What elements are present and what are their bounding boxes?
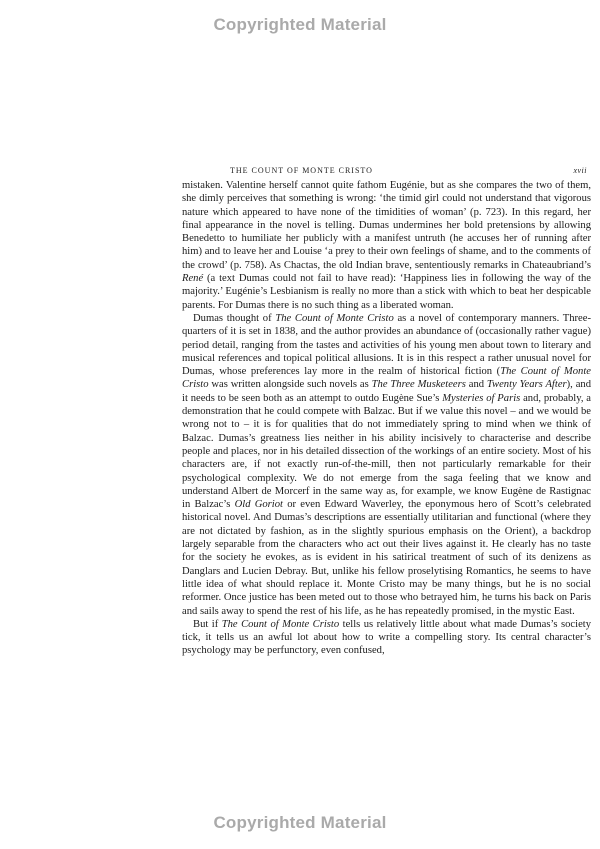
copyright-watermark-bottom: Copyrighted Material <box>213 813 387 832</box>
body-text <box>182 179 591 658</box>
running-header <box>182 166 595 180</box>
paragraph: But if The Count of Monte Cristo tells us relatively little about what made Dumas’s society tick, it tells us an awful lot about how to write a compelling story. Its central character’s psychology may be perfunctory, even confused, <box>182 618 592 657</box>
running-title: THE COUNT OF MONTE CRISTO <box>230 166 373 175</box>
page-number: xvii <box>573 166 587 175</box>
paragraph: Dumas thought of The Count of Monte Cristo as a novel of contemporary manners. Three-quarters of it is set in 1838, and the author provides an abundance of (occasionally rather vague) period detail, ranging from the tastes and activities of his young men about town to literary and musical references and topical political allusions. It is in this respect a rather unusual novel for Dumas, whose preferences lay more in the realm of historical fiction (The Count of Monte Cristo was written alongside such novels as The Three Musketeers and Twenty Years After), and it needs to be seen both as an attempt to outdo Eugène Sue’s Mysteries of Paris and, probably, a demonstration that he could compete with Balzac. But if we value this novel – and we would be wrong not to – it is for qualities that do not immediately spring to mind when we think of Balzac. Dumas’s greatness lies neither in his ability incisively to characterise and describe people and places, nor in his detailed dissection of the workings of an entire society. Most of his characters are, if not exactly run-of-the-mill, then not particularly remarkable for their psychological complexity. We do not emerge from the saga feeling that we know and understand Albert de Morcerf in the same way as, for example, we know Eugène de Rastignac in Balzac’s Old Goriot or even Edward Waverley, the eponymous hero of Scott’s celebrated historical novel. And Dumas’s descriptions are essentially utilitarian and functional (where they are not dictated by fashion, as in the slightly spurious emphasis on the Orient), a backdrop largely separable from the characters who act out their lives against it. He clearly has no taste for the society he evokes, as is evident in his satirical treatment of such of its denizens as Danglars and Lucien Debray. But, unlike his fellow proselytising Romantics, he seems to have little idea of what should replace it. Monte Cristo may be many things, but he is no social reformer. Once justice has been meted out to those who betrayed him, he turns his back on Paris and sails away to spend the rest of his life, as he has repeatedly promised, in the mystic East. <box>182 312 592 617</box>
paragraph: mistaken. Valentine herself cannot quite fathom Eugénie, but as she compares the two of them, she dimly perceives that something is wrong: ‘the timid girl could not understand that vigorous nature which appeared to have none of the timidities of woman’ (p. 723). In this regard, her final appearance in the novel is telling. Dumas undermines her bold pretensions by allowing Benedetto to humiliate her publicly with a manifest untruth (he accuses her of running after him) and to leave her and Louise ‘a prey to their own feelings of shame, and to the comments of the crowd’ (p. 758). As Chactas, the old Indian brave, sententiously remarks in Chateaubriand’s René (a text Dumas could not fail to have read): ‘Happiness lies in following the way of the majority.’ Eugénie’s Lesbianism is really no more than a stick with which to beat her despicable parents. For Dumas there is no such thing as a liberated woman. <box>182 180 591 311</box>
copyright-watermark-top: Copyrighted Material <box>213 15 387 34</box>
